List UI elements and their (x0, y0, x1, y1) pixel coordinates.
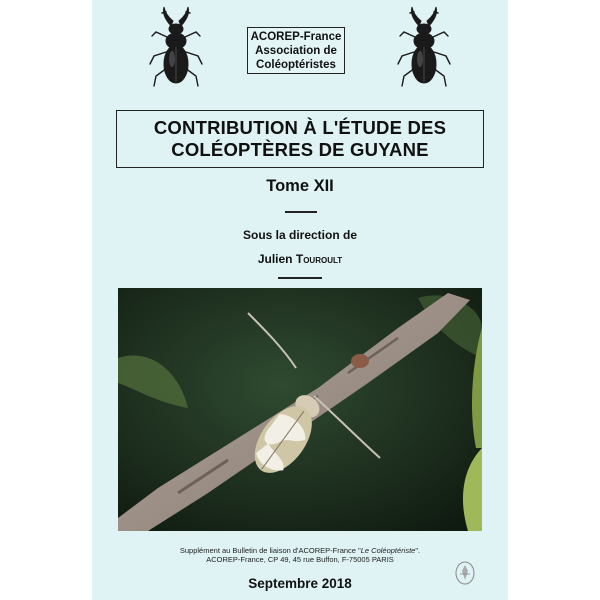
editor-label: Sous la direction de (242, 228, 358, 242)
supplement-suffix: ". (415, 546, 421, 555)
title-line-2: COLÉOPTÈRES DE GUYANE (171, 139, 429, 160)
supplement-line-1 (92, 546, 508, 555)
supplement-prefix: Supplément au Bulletin de liaison d'ACOREP-France " (179, 546, 361, 555)
publisher-box (247, 27, 345, 74)
book-title (116, 110, 484, 168)
divider (285, 211, 317, 213)
stag-beetle-icon (144, 4, 208, 90)
book-cover (92, 0, 508, 600)
stag-beetle-icon (392, 4, 456, 90)
supplement-line-2: ACOREP-France, CP 49, 45 rue Buffon, F-75005 PARIS (206, 555, 394, 564)
editor-name (92, 252, 508, 266)
volume-label: Tome XII (266, 177, 334, 195)
bulletin-title: Le Coléoptériste (360, 546, 416, 555)
editor-last-name: Touroult (295, 252, 343, 266)
cover-photo (118, 288, 482, 531)
divider (278, 277, 322, 279)
publisher-subtitle-2: Coléoptéristes (256, 58, 336, 71)
editor-first-name: Julien (257, 252, 293, 266)
publisher-subtitle: Association de (255, 44, 337, 57)
seal-icon (454, 560, 476, 586)
publication-date: Septembre 2018 (248, 576, 352, 591)
publisher-name: ACOREP-France (250, 30, 342, 43)
title-line-1: CONTRIBUTION À L'ÉTUDE DES (153, 117, 447, 138)
supplement-note (92, 546, 508, 564)
